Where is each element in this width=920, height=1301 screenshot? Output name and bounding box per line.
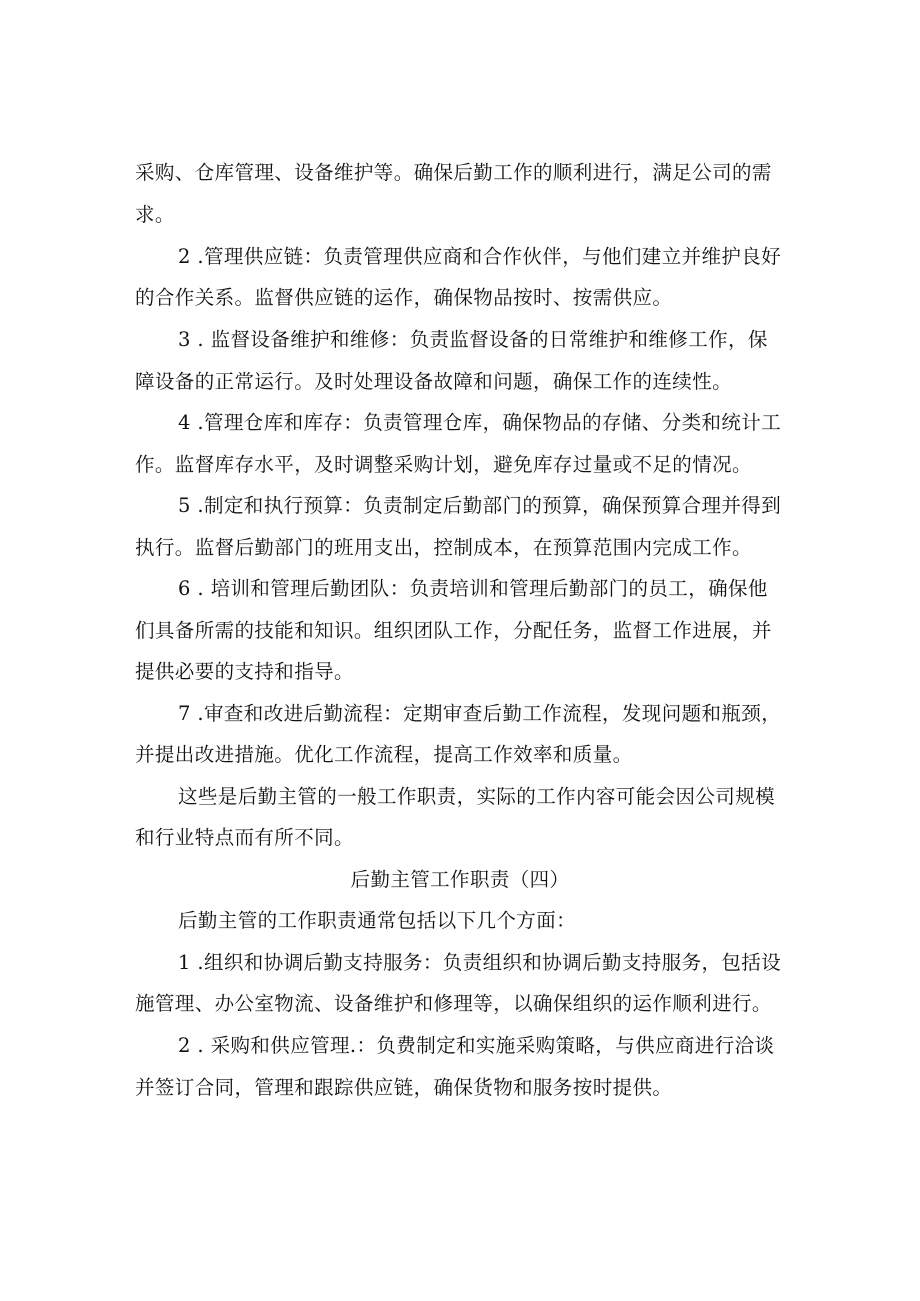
text-line: 2 .管理供应链：负责管理供应商和合作伙伴，与他们建立并维护良好 — [178, 245, 782, 268]
text-line: 障设备的正常运行。及时处理设备故障和问题，确保工作的连续性。 — [135, 370, 733, 393]
text-line: 施管理、办公室物流、设备维护和修理等，以确保组织的运作顺利进行。 — [135, 992, 772, 1015]
text-line: 6 . 培训和管理后勤团队：负责培训和管理后勤部门的员工，确保他 — [178, 577, 768, 600]
text-line: 后勤主管的工作职责通常包括以下几个方面： — [178, 909, 577, 932]
text-line: 求。 — [135, 203, 175, 226]
text-line: 2 . 采购和供应管理.：负费制定和实施采购策略，与供应商进行洽谈 — [178, 1034, 775, 1057]
text-line: 这些是后勤主管的一般工作职责，实际的工作内容可能会因公司规模 — [178, 785, 776, 808]
text-line: 4 .管理仓库和库存：负责管理仓库，确保物品的存储、分类和统计工 — [178, 411, 782, 434]
text-line: 并签订合同，管理和跟踪供应链，确保货物和服务按时提供。 — [135, 1076, 673, 1099]
text-line: 采购、仓库管理、设备维护等。确保后勤工作的顺利进行，满足公司的需 — [135, 161, 772, 184]
section-title: 后勤主管工作职责（四） — [350, 868, 570, 891]
text-line: 们具备所需的技能和知识。组织团队工作，分配任务，监督工作进展，并 — [135, 619, 772, 642]
text-line: 提供必要的支持和指导。 — [135, 660, 354, 683]
text-line: 的合作关系。监督供应链的运作，确保物品按时、按需供应。 — [135, 286, 673, 309]
text-line: 7 .审查和改进后勤流程：定期审查后勤工作流程，发现问题和瓶颈， — [178, 702, 782, 725]
text-line: 执行。监督后勤部门的班用支出，控制成本，在预算范围内完成工作。 — [135, 536, 752, 559]
text-line: 和行业特点而有所不同。 — [135, 826, 354, 849]
text-line: 5 .制定和执行预算：负责制定后勤部门的预算，确保预算合理并得到 — [178, 494, 782, 517]
text-line: 3 . 监督设备维护和维修：负责监督设备的日常维护和维修工作，保 — [178, 328, 768, 351]
text-line: 作。监督库存水平，及时调整采购计划，避免库存过量或不足的情况。 — [135, 453, 752, 476]
text-line: 并提出改进措施。优化工作流程，提高工作效率和质量。 — [135, 743, 633, 766]
text-line: 1 .组织和协调后勤支持服务：负责组织和协调后勤支持服务，包括设 — [178, 951, 782, 974]
